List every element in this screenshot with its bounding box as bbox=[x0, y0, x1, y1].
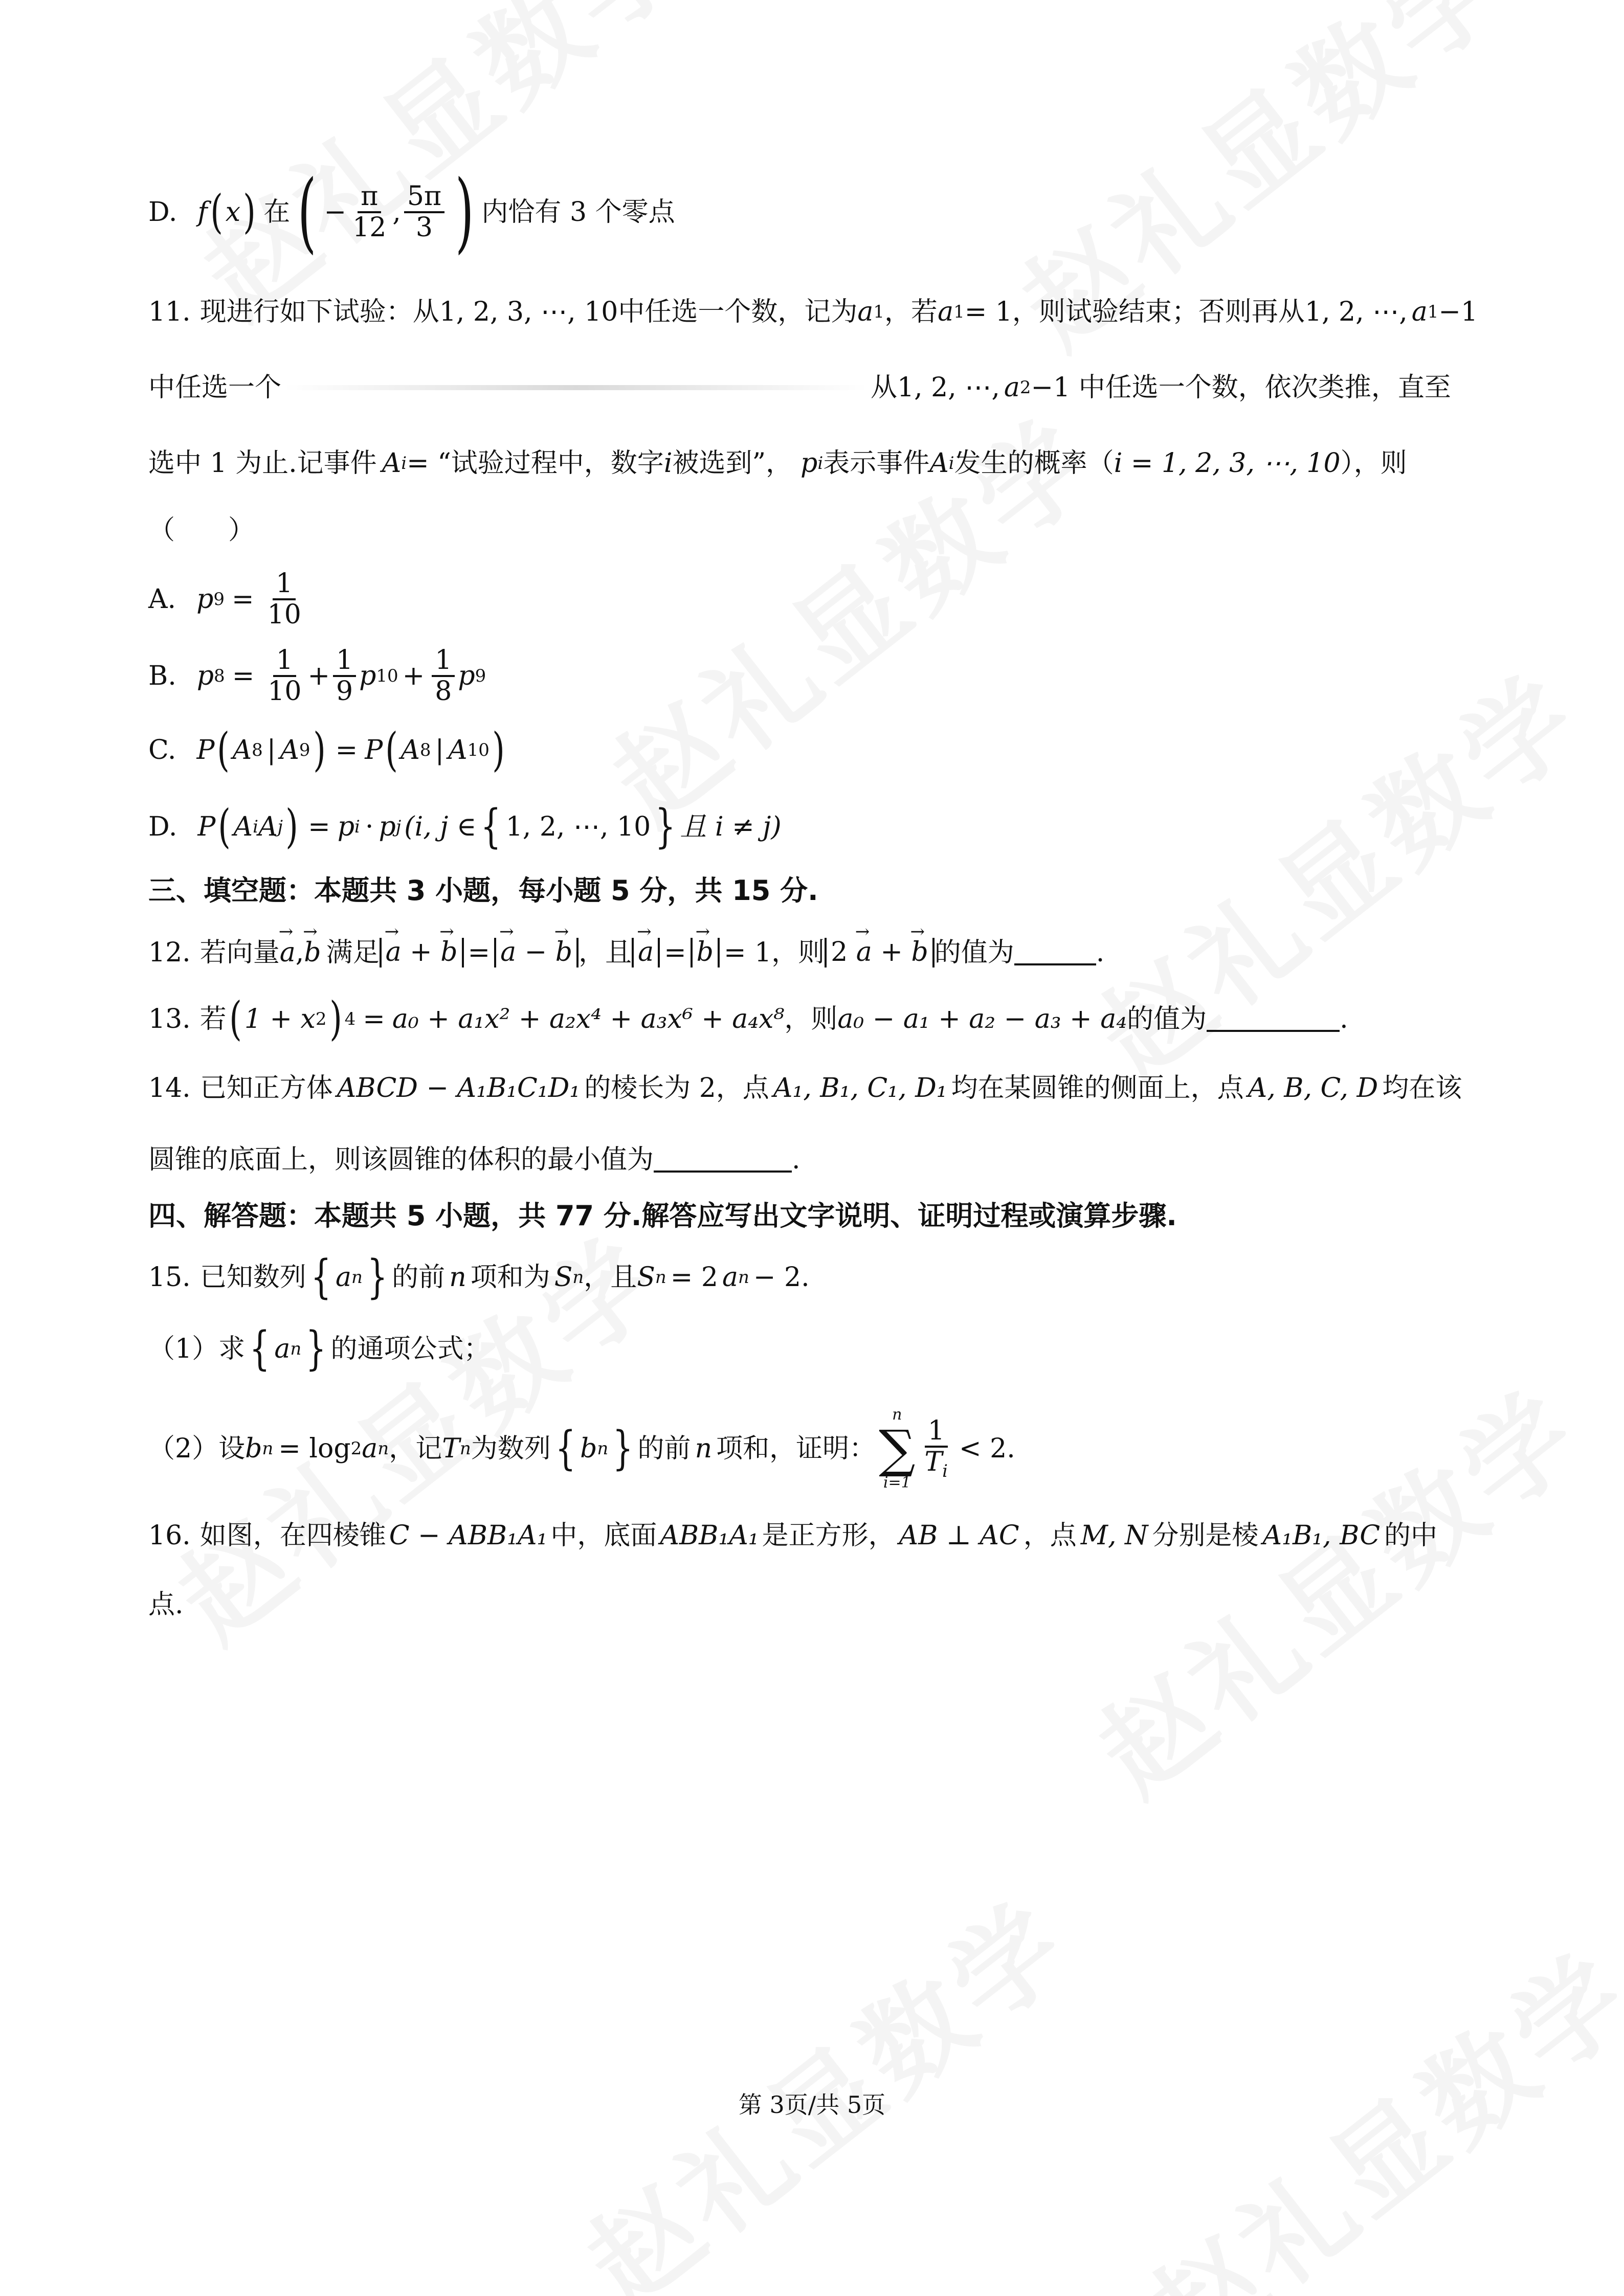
math-expr: A₁, B₁, C₁, D₁ bbox=[773, 1072, 947, 1104]
vector-a: → a bbox=[386, 938, 402, 967]
frac-num: π bbox=[358, 182, 381, 213]
plus: + bbox=[402, 660, 425, 691]
frac-num: 1 bbox=[273, 646, 296, 677]
text: ，点 bbox=[1023, 1520, 1077, 1551]
math-expr: ABB₁A₁ bbox=[660, 1520, 759, 1551]
math-seq: 1, 2, ⋯, bbox=[897, 372, 1000, 403]
dot: · bbox=[365, 811, 374, 842]
math-var: p bbox=[379, 811, 396, 842]
text: −1 bbox=[1438, 296, 1478, 327]
text: = 1，则试验结束；否则再从 bbox=[964, 296, 1305, 327]
q15-part1 bbox=[148, 1323, 1478, 1375]
q10-option-d bbox=[148, 162, 1478, 263]
math-sub: n bbox=[597, 1438, 609, 1459]
vector-a: → a bbox=[280, 936, 296, 970]
math-expr: a₀ − a₁ + a₂ − a₃ + a₄ bbox=[837, 1003, 1127, 1034]
q11-option-b bbox=[148, 640, 1478, 712]
math-var: n bbox=[449, 1262, 466, 1293]
text-zai: 在 bbox=[263, 196, 291, 228]
sigma-symbol: ∑ bbox=[879, 1419, 916, 1479]
math-var: p bbox=[359, 660, 376, 691]
text: 选中 1 为止.记事件 bbox=[148, 447, 377, 479]
frac-num: 1 bbox=[925, 1416, 948, 1448]
paren-left: ( bbox=[217, 723, 230, 777]
math-func: = log bbox=[278, 1433, 351, 1464]
brace-right: } bbox=[305, 1322, 326, 1376]
abs-2a-plus-b bbox=[825, 938, 935, 967]
paren-right: ) bbox=[492, 723, 505, 777]
q11-option-c bbox=[148, 722, 1478, 778]
question-number: 14. bbox=[148, 1072, 191, 1104]
answer-blank[interactable] bbox=[1014, 940, 1096, 965]
text: 表示事件 bbox=[823, 447, 930, 479]
equals: = 2 bbox=[670, 1262, 718, 1293]
fraction bbox=[921, 1416, 951, 1481]
frac-num: 1 bbox=[432, 646, 455, 677]
math-expr: A₁B₁, BC bbox=[1262, 1520, 1381, 1551]
q11-option-d bbox=[148, 799, 1478, 855]
abs-b bbox=[691, 938, 720, 967]
plus: + bbox=[880, 937, 903, 968]
math-sub: 8 bbox=[252, 739, 263, 760]
math-sub: j bbox=[277, 816, 283, 837]
frac-den: 10 bbox=[267, 599, 301, 630]
equals: = bbox=[232, 660, 255, 691]
math-sub: n bbox=[738, 1267, 749, 1288]
answer-blank[interactable] bbox=[654, 1147, 792, 1173]
brace-right: } bbox=[612, 1422, 633, 1475]
text: 项和为 bbox=[470, 1262, 550, 1293]
fraction bbox=[264, 569, 304, 629]
text: 发生的概率（ bbox=[954, 447, 1114, 479]
text: （2）设 bbox=[148, 1433, 246, 1464]
text: 的中 bbox=[1384, 1520, 1438, 1551]
question-number: 13. bbox=[148, 1003, 191, 1034]
text: 现进行如下试验：从 bbox=[199, 296, 439, 327]
text: 的前 bbox=[637, 1433, 691, 1464]
math-sub: n bbox=[351, 1267, 363, 1288]
brace-left: { bbox=[481, 800, 502, 853]
question-number: 15. bbox=[148, 1262, 191, 1293]
math-var: a bbox=[938, 296, 954, 327]
math-sub: n bbox=[572, 1267, 584, 1288]
period: . bbox=[801, 1262, 810, 1293]
math-var: b bbox=[580, 1433, 597, 1464]
math-sub: j bbox=[395, 816, 402, 837]
math-expr: A, B, C, D bbox=[1248, 1072, 1378, 1104]
equals: = bbox=[363, 1003, 385, 1034]
big-paren-left: ( bbox=[298, 162, 317, 263]
text: 是正方形， bbox=[762, 1520, 895, 1551]
given-bar: | bbox=[435, 734, 444, 766]
vector-a: → a bbox=[856, 938, 872, 967]
text: ，若 bbox=[884, 296, 938, 327]
math-var: A bbox=[448, 734, 468, 766]
math-expr: M, N bbox=[1080, 1520, 1148, 1551]
plus: + bbox=[307, 660, 330, 691]
math-var: A bbox=[401, 734, 420, 766]
q15-part2 bbox=[148, 1405, 1478, 1492]
text: ，则 bbox=[784, 1003, 838, 1034]
math-var: a bbox=[857, 296, 874, 327]
text: 的前 bbox=[392, 1262, 446, 1293]
section-3-heading bbox=[148, 870, 1478, 911]
q11-line3 bbox=[148, 443, 1478, 484]
math-var: n bbox=[695, 1433, 713, 1464]
q14-line1 bbox=[148, 1068, 1478, 1109]
period: . bbox=[1096, 937, 1105, 968]
text: ，记 bbox=[389, 1433, 442, 1464]
vector-b: → b bbox=[911, 938, 928, 967]
math-sub: 1 bbox=[953, 301, 965, 322]
text: 如图，在四棱锥 bbox=[199, 1520, 386, 1551]
option-label: B. bbox=[148, 660, 176, 691]
math-sub: 2 bbox=[350, 1438, 362, 1459]
math-sub: i bbox=[948, 453, 954, 474]
frac-num: 1 bbox=[333, 646, 356, 677]
minus-sign: − bbox=[324, 196, 347, 228]
text: 若 bbox=[199, 1003, 227, 1034]
option-label: A. bbox=[148, 583, 176, 615]
math-sub: 1 bbox=[873, 301, 885, 322]
math-var: a bbox=[1411, 296, 1428, 327]
comma: , bbox=[295, 937, 304, 968]
math-cond: (i, j ∈ bbox=[404, 811, 477, 842]
question-number: 16. bbox=[148, 1520, 191, 1551]
equals: = bbox=[232, 583, 254, 615]
sum-lower: i=1 bbox=[883, 1473, 911, 1492]
fraction bbox=[432, 646, 455, 706]
period: . bbox=[1340, 1003, 1348, 1034]
math-sub: 2 bbox=[1019, 377, 1031, 398]
math-sub: i bbox=[942, 1460, 948, 1481]
q16-line2 bbox=[148, 1584, 1478, 1625]
math-sub: i bbox=[817, 453, 824, 474]
equals: = bbox=[308, 811, 330, 842]
var-x: x bbox=[225, 196, 241, 228]
option-label: D. bbox=[148, 811, 177, 842]
math-sup: 2 bbox=[315, 1008, 327, 1029]
text: 中任选一个数，记为 bbox=[618, 296, 858, 327]
vector-a: → a bbox=[500, 938, 516, 967]
q15-line1 bbox=[148, 1252, 1478, 1303]
section-4-heading bbox=[148, 1196, 1478, 1236]
math-sub: 9 bbox=[213, 589, 225, 610]
math-seq: 1, 2, 3, ⋯, 10 bbox=[439, 296, 618, 327]
math-var: p bbox=[337, 811, 355, 842]
text: 中，底面 bbox=[550, 1520, 657, 1551]
paren-right: ) bbox=[313, 723, 326, 777]
math-sub: 9 bbox=[299, 739, 310, 760]
math-expr: AB ⊥ AC bbox=[899, 1520, 1019, 1551]
minus: − bbox=[524, 937, 547, 968]
math-var: A bbox=[280, 734, 299, 766]
math-var: p bbox=[196, 660, 214, 691]
text: 圆锥的底面上，则该圆锥的体积的最小值为 bbox=[148, 1144, 654, 1175]
paren-left: ( bbox=[210, 185, 223, 239]
paren-left: ( bbox=[229, 992, 242, 1046]
math-expr: C − ABB₁A₁ bbox=[389, 1520, 548, 1551]
vector-b: → b bbox=[697, 938, 714, 967]
big-paren-right: ) bbox=[455, 162, 474, 263]
math-var: A bbox=[929, 447, 949, 479]
text: = “试验过程中，数字 bbox=[407, 447, 664, 479]
frac-den: 3 bbox=[415, 212, 433, 243]
frac-den: 12 bbox=[352, 212, 387, 243]
paren-right: ) bbox=[329, 992, 342, 1046]
math-var: P bbox=[365, 734, 383, 766]
brace-right: } bbox=[655, 800, 676, 853]
brace-left: { bbox=[249, 1322, 270, 1376]
equals: = bbox=[664, 937, 686, 968]
page-footer bbox=[0, 2086, 1624, 2120]
math-var: a bbox=[1004, 372, 1020, 403]
paren-left: ( bbox=[218, 800, 231, 853]
q16-line1 bbox=[148, 1513, 1478, 1559]
text: 中任选一个 bbox=[148, 372, 282, 403]
text: 的通项公式； bbox=[330, 1333, 491, 1364]
math-sub: 9 bbox=[475, 665, 486, 686]
fraction-5pi-3 bbox=[404, 182, 444, 242]
period: . bbox=[792, 1144, 800, 1175]
vector-b: → b bbox=[555, 938, 572, 967]
text: 已知数列 bbox=[199, 1262, 306, 1293]
text: 分别是棱 bbox=[1152, 1520, 1259, 1551]
math-var: p bbox=[458, 660, 475, 691]
text: （1）求 bbox=[148, 1333, 246, 1364]
question-number: 11. bbox=[148, 296, 191, 327]
math-var: a bbox=[722, 1262, 738, 1293]
math-sup: 4 bbox=[344, 1008, 356, 1029]
q11-answer-bracket bbox=[148, 512, 1478, 548]
math-sub: 10 bbox=[376, 665, 398, 686]
math-expr: a₀ + a₁x² + a₂x⁴ + a₃x⁶ + a₄x⁸ bbox=[392, 1003, 785, 1034]
frac-den: 8 bbox=[435, 676, 452, 707]
brace-left: { bbox=[555, 1422, 576, 1475]
brace-left: { bbox=[310, 1250, 331, 1304]
section-title: 四、解答题：本题共 5 小题，共 77 分.解答应写出文字说明、证明过程或演算步骤. bbox=[148, 1200, 1177, 1232]
math-expr: 1 + x bbox=[244, 1003, 316, 1034]
math-sub: n bbox=[290, 1338, 302, 1359]
math-var: i bbox=[663, 447, 673, 479]
text: 点. bbox=[148, 1589, 184, 1620]
q13 bbox=[148, 991, 1478, 1047]
inequality: < 2 bbox=[959, 1433, 1007, 1464]
math-var: T bbox=[924, 1446, 943, 1477]
math-var: b bbox=[245, 1433, 262, 1464]
text: 均在该 bbox=[1382, 1072, 1462, 1104]
text: 若向量 bbox=[199, 937, 280, 968]
text: − 2 bbox=[753, 1262, 802, 1293]
math-var: S bbox=[554, 1262, 573, 1293]
math-sub: 8 bbox=[419, 739, 431, 760]
vector-b: → b bbox=[304, 936, 321, 970]
func-f: f bbox=[197, 196, 208, 228]
brace-right: } bbox=[367, 1250, 388, 1304]
frac-num: 5π bbox=[404, 182, 444, 213]
answer-blank[interactable] bbox=[1207, 1006, 1340, 1032]
frac-den bbox=[921, 1448, 951, 1481]
option-text: 内恰有 3 个零点 bbox=[481, 196, 675, 228]
text: 的值为 bbox=[1127, 1003, 1207, 1034]
text: 为数列 bbox=[471, 1433, 551, 1464]
text: 被选到”， bbox=[672, 447, 793, 479]
vector-a: → a bbox=[638, 938, 654, 967]
equals: = bbox=[468, 937, 491, 968]
vector-b: → b bbox=[440, 938, 457, 967]
math-set: 1, 2, ⋯, 10 bbox=[505, 811, 651, 842]
summation bbox=[879, 1405, 915, 1492]
equals: = bbox=[335, 734, 358, 766]
text: ，且 bbox=[579, 937, 632, 968]
page-number: 第 3页/共 5页 bbox=[738, 2091, 886, 2119]
math-expr: ABCD − A₁B₁C₁D₁ bbox=[337, 1072, 581, 1104]
paren-left: ( bbox=[385, 723, 398, 777]
fraction bbox=[264, 646, 304, 706]
math-var: A bbox=[233, 811, 253, 842]
math-var: P bbox=[197, 811, 216, 842]
paren-right: ) bbox=[285, 800, 298, 853]
math-cond: i = 1, 2, 3, ⋯, 10 bbox=[1114, 447, 1341, 479]
section-title: 三、填空题：本题共 3 小题，每小题 5 分，共 15 分. bbox=[148, 874, 818, 907]
text: −1 中任选一个数，依次类推，直至 bbox=[1031, 372, 1451, 403]
text: 满足 bbox=[326, 937, 380, 968]
math-var: p bbox=[196, 583, 214, 615]
text: 的棱长为 2，点 bbox=[584, 1072, 769, 1104]
plus: + bbox=[410, 937, 432, 968]
q11-line1 bbox=[148, 291, 1478, 332]
math-var: S bbox=[637, 1262, 655, 1293]
math-sub: n bbox=[655, 1267, 666, 1288]
math-var: p bbox=[800, 447, 818, 479]
math-var: a bbox=[335, 1262, 351, 1293]
sum-upper: n bbox=[892, 1406, 902, 1424]
option-label: D. bbox=[148, 196, 177, 228]
answer-bracket: （ ） bbox=[148, 514, 255, 546]
math-var: a bbox=[362, 1433, 378, 1464]
q14-line2 bbox=[148, 1139, 1478, 1180]
math-sub: n bbox=[377, 1438, 389, 1459]
text: 已知正方体 bbox=[199, 1072, 333, 1104]
math-sub: n bbox=[459, 1438, 471, 1459]
math-var: A bbox=[258, 811, 278, 842]
comma: , bbox=[392, 196, 401, 228]
text: 从 bbox=[871, 372, 898, 403]
redacted-region bbox=[284, 385, 867, 390]
text: 项和，证明： bbox=[716, 1433, 876, 1464]
math-var: T bbox=[442, 1433, 460, 1464]
paren-right: ) bbox=[243, 185, 256, 239]
frac-num: 1 bbox=[273, 569, 296, 600]
text: 的值为 bbox=[934, 937, 1014, 968]
math-sub: 10 bbox=[467, 739, 490, 760]
q12 bbox=[148, 925, 1478, 981]
math-var: A bbox=[232, 734, 252, 766]
option-label: C. bbox=[148, 734, 176, 766]
math-sub: i bbox=[354, 816, 360, 837]
given-bar: | bbox=[266, 734, 276, 766]
math-sub: i bbox=[253, 816, 258, 837]
math-cond: 且 i ≠ j) bbox=[680, 811, 782, 842]
q11-option-a bbox=[148, 564, 1478, 635]
abs-diff bbox=[494, 938, 579, 967]
text: 均在某圆锥的侧面上，点 bbox=[951, 1072, 1244, 1104]
math-sub: 1 bbox=[1427, 301, 1439, 322]
text: = 1，则 bbox=[723, 937, 825, 968]
math-sub: 8 bbox=[214, 665, 225, 686]
coefficient: 2 bbox=[831, 937, 848, 968]
question-number: 12. bbox=[148, 937, 191, 968]
text: ），则 bbox=[1340, 447, 1407, 479]
watermark-text bbox=[550, 1860, 1097, 2296]
fraction bbox=[333, 646, 356, 706]
math-var: A bbox=[382, 447, 402, 479]
text: ，且 bbox=[584, 1262, 637, 1293]
frac-den: 10 bbox=[268, 676, 302, 707]
math-sub: n bbox=[262, 1438, 274, 1459]
frac-den: 9 bbox=[336, 676, 353, 707]
math-var: P bbox=[196, 734, 215, 766]
abs-a bbox=[632, 938, 660, 967]
fraction-pi-12 bbox=[349, 182, 389, 242]
math-sub: i bbox=[401, 453, 407, 474]
math-seq: 1, 2, ⋯, bbox=[1304, 296, 1408, 327]
period: . bbox=[1007, 1433, 1015, 1464]
math-var: a bbox=[274, 1333, 291, 1364]
page-content bbox=[148, 162, 1478, 1625]
q11-line2 bbox=[148, 367, 1478, 408]
abs-sum bbox=[380, 938, 464, 967]
